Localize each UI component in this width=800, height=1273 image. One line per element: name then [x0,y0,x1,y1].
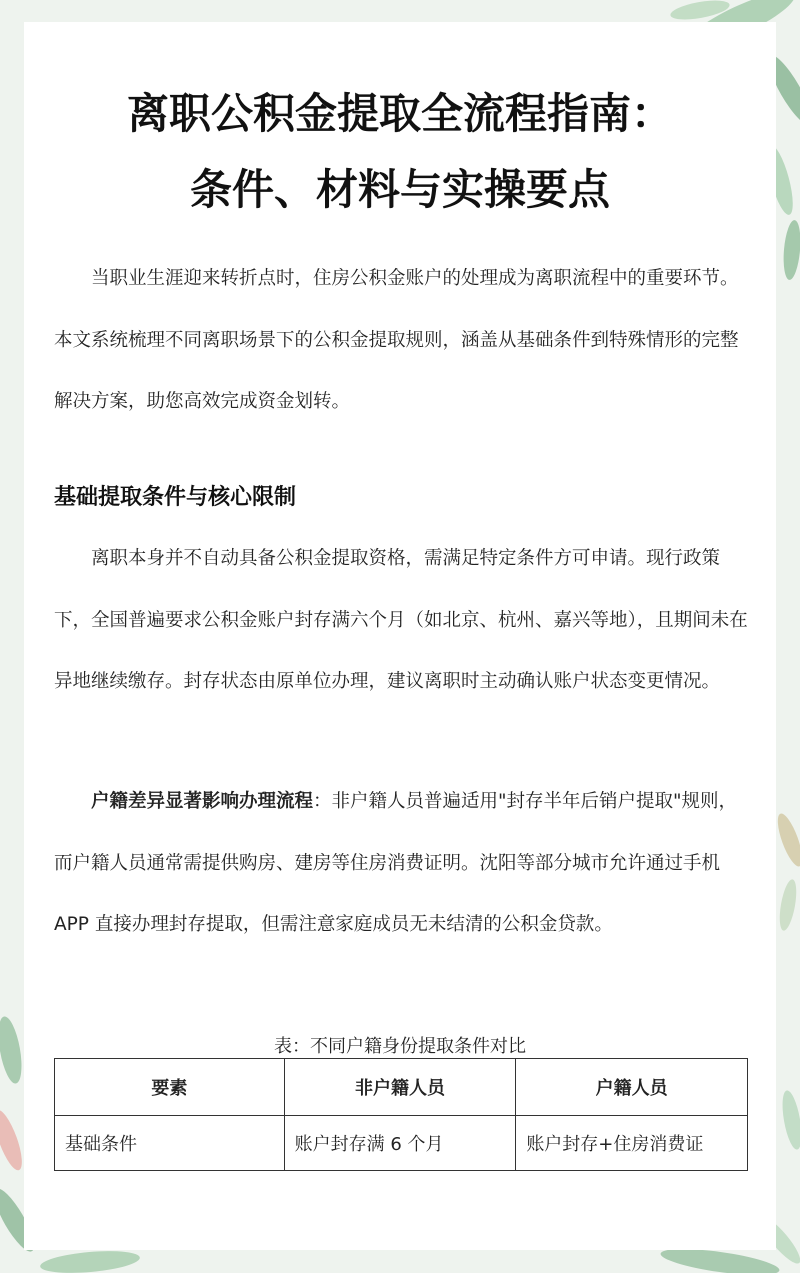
section-paragraph-conditions: 离职本身并不自动具备公积金提取资格，需满足特定条件方可申请。现行政策下，全国普遍要求公积金账户封存满六个月（如北京、杭州、嘉兴等地），且期间未在异地继续缴存。封存状态由原单位办理，建议离职时主动确认账户状态变更情况。 [54,548,748,692]
article-title-line-2: 条件、材料与实操要点 [189,165,610,214]
section-paragraph-household [54,771,754,956]
intro-paragraph: 当职业生涯迎来转折点时，住房公积金账户的处理成为离职流程中的重要环节。本文系统梳理不同离职场景下的公积金提取规则，涵盖从基础条件到特殊情形的完整解决方案，助您高效完成资金划转。 [54,268,739,412]
table-caption: 表：不同户籍身份提取条件对比 [274,1036,526,1057]
table-header-cell: 要素 [55,1059,285,1116]
article-card [24,22,776,1250]
table-cell: 账户封存满 6 个月 [284,1116,516,1171]
comparison-table [54,1058,748,1171]
section-heading: 基础提取条件与核心限制 [54,485,297,510]
table-header-cell: 非户籍人员 [284,1059,516,1116]
table-cell: 账户封存+住房消费证 [516,1116,748,1171]
article-title-line-1: 离职公积金提取全流程指南： [126,89,673,138]
table-header-cell: 户籍人员 [516,1059,748,1116]
household-body-text: ：非户籍人员普遍适用"封存半年后销户提取"规则，而户籍人员通常需提供购房、建房等住房消费证明。沈阳等部分城市允许通过手机 APP 直接办理封存提取，但需注意家庭成员无未结清的公积金贷款。 [54,791,738,935]
household-lead-text: 户籍差异显著影响办理流程 [91,791,314,812]
table-header-row [55,1059,748,1116]
table-row [55,1116,748,1171]
article-title [24,76,776,228]
table-cell: 基础条件 [55,1116,285,1171]
